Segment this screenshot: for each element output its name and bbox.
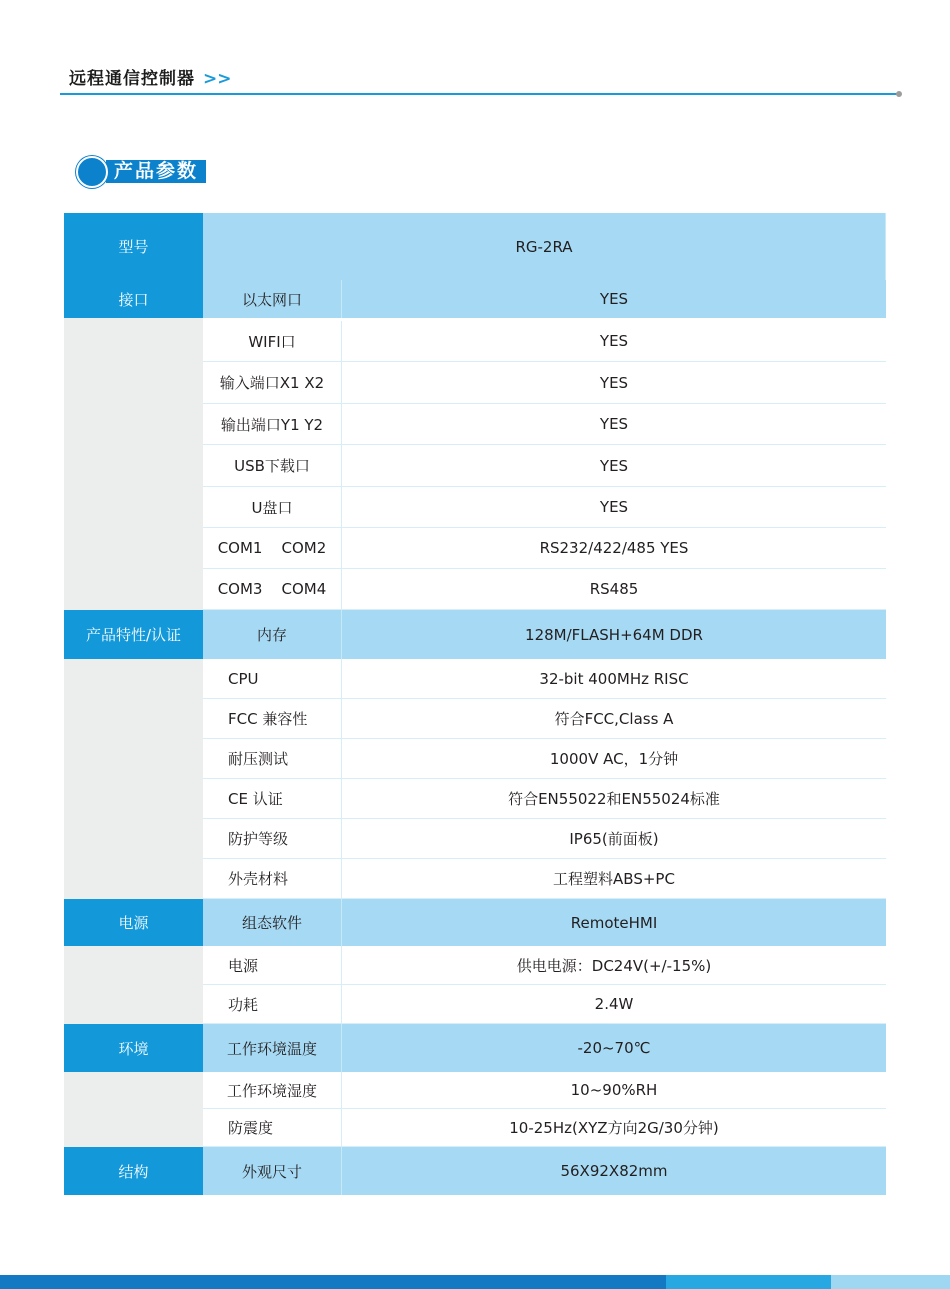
- param-name: 输入端口X1 X2: [203, 362, 342, 404]
- group-label: 电源: [64, 899, 203, 946]
- param-value: 1000V AC，1分钟: [342, 739, 886, 779]
- header-title-text: 远程通信控制器: [69, 69, 195, 89]
- param-value: YES: [342, 280, 886, 318]
- param-name: 输出端口Y1 Y2: [203, 404, 342, 445]
- param-value: YES: [342, 321, 886, 362]
- param-value: YES: [342, 362, 886, 404]
- table-row: [64, 899, 886, 946]
- table-row: [64, 739, 886, 779]
- param-value: IP65(前面板): [342, 819, 886, 859]
- param-value: 10-25Hz(XYZ方向2G/30分钟): [342, 1109, 886, 1147]
- table-row: [64, 321, 886, 362]
- table-row: [64, 1072, 886, 1109]
- param-name: 功耗: [203, 985, 342, 1024]
- model-label: 型号: [64, 213, 203, 280]
- table-row: [64, 946, 886, 985]
- table-row: [64, 1109, 886, 1147]
- table-row: [64, 569, 886, 610]
- table-row: [64, 779, 886, 819]
- param-value: 128M/FLASH+64M DDR: [342, 610, 886, 659]
- table-row: [64, 659, 886, 699]
- param-name: 内存: [203, 610, 342, 659]
- table-row: [64, 280, 886, 318]
- table-row: [64, 445, 886, 487]
- param-value: 符合FCC,Class A: [342, 699, 886, 739]
- table-row: [64, 819, 886, 859]
- section-heading: [76, 156, 206, 186]
- table-row: [64, 985, 886, 1024]
- param-value: 工程塑料ABS+PC: [342, 859, 886, 899]
- param-name: 外壳材料: [203, 859, 342, 899]
- param-name: 耐压测试: [203, 739, 342, 779]
- param-value: 32-bit 400MHz RISC: [342, 659, 886, 699]
- group-label: 环境: [64, 1024, 203, 1072]
- table-row: [64, 404, 886, 445]
- table-row: [64, 859, 886, 899]
- table-row: [64, 610, 886, 659]
- table-row: [64, 699, 886, 739]
- param-value: 56X92X82mm: [342, 1147, 886, 1195]
- param-name: COM3 COM4: [203, 569, 342, 610]
- param-value: YES: [342, 487, 886, 528]
- param-value: 供电电源：DC24V(+/-15%): [342, 946, 886, 985]
- header-divider-dot: [896, 91, 902, 97]
- group-label: 接口: [64, 280, 203, 318]
- param-name: 组态软件: [203, 899, 342, 946]
- param-name: WIFI口: [203, 321, 342, 362]
- section-title: 产品参数: [114, 160, 199, 182]
- param-name: 电源: [203, 946, 342, 985]
- footer-stripe-dark: [0, 1275, 666, 1289]
- double-chevron-right-icon: >>: [203, 69, 232, 89]
- model-value: RG-2RA: [203, 213, 886, 280]
- param-name: 防震度: [203, 1109, 342, 1147]
- table-row: [64, 528, 886, 569]
- param-name: 防护等级: [203, 819, 342, 859]
- param-name: FCC 兼容性: [203, 699, 342, 739]
- page-header-title: [69, 64, 232, 89]
- param-value: RS485: [342, 569, 886, 610]
- model-row: [64, 213, 886, 280]
- table-row: [64, 362, 886, 404]
- param-name: 工作环境温度: [203, 1024, 342, 1072]
- footer-stripe-light: [831, 1275, 950, 1289]
- group-label: 结构: [64, 1147, 203, 1195]
- param-value: 符合EN55022和EN55024标准: [342, 779, 886, 819]
- param-value: 2.4W: [342, 985, 886, 1024]
- param-value: RemoteHMI: [342, 899, 886, 946]
- param-value: 10~90%RH: [342, 1072, 886, 1109]
- param-value: -20~70℃: [342, 1024, 886, 1072]
- param-name: 外观尺寸: [203, 1147, 342, 1195]
- param-name: COM1 COM2: [203, 528, 342, 569]
- param-name: CPU: [203, 659, 342, 699]
- table-row: [64, 487, 886, 528]
- param-value: YES: [342, 404, 886, 445]
- circle-bullet-icon: [76, 156, 108, 188]
- param-value: RS232/422/485 YES: [342, 528, 886, 569]
- table-row: [64, 1024, 886, 1072]
- header-divider: [60, 93, 898, 95]
- param-name: CE 认证: [203, 779, 342, 819]
- param-name: 以太网口: [203, 280, 342, 318]
- param-name: 工作环境湿度: [203, 1072, 342, 1109]
- footer-stripe-mid: [666, 1275, 831, 1289]
- param-name: USB下载口: [203, 445, 342, 487]
- group-label: 产品特性/认证: [64, 610, 203, 659]
- table-row: [64, 1147, 886, 1195]
- param-value: YES: [342, 445, 886, 487]
- param-name: U盘口: [203, 487, 342, 528]
